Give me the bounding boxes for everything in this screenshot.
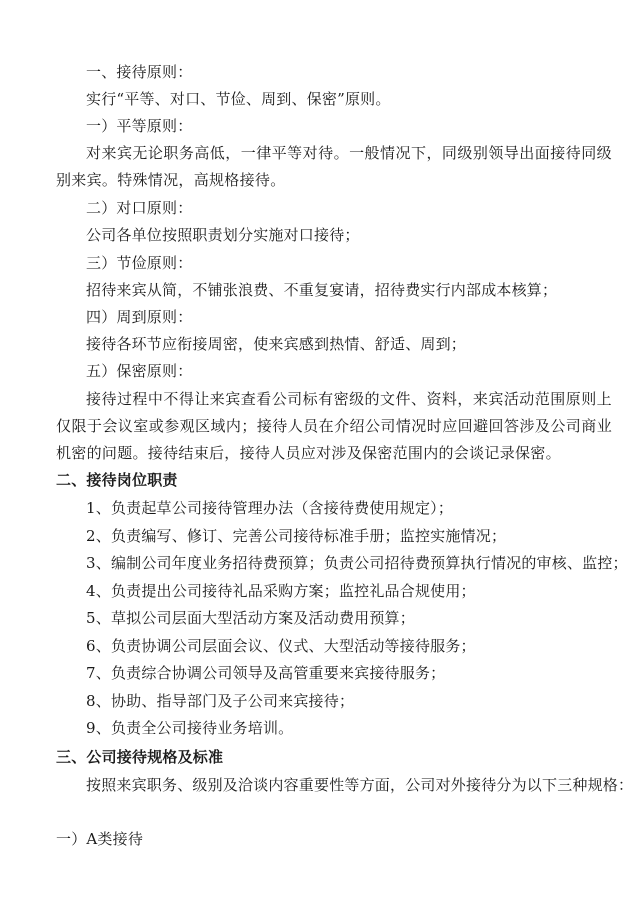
duty-item: 5、草拟公司层面大型活动方案及活动费用预算； [86, 609, 415, 627]
section-3-heading: 三、公司接待规格及标准 [56, 748, 224, 766]
duty-item: 4、负责提出公司接待礼品采购方案；监控礼品合规使用； [86, 582, 476, 600]
duty-item: 3、编制公司年度业务招待费预算；负责公司招待费预算执行情况的审核、监控； [86, 554, 628, 572]
duty-item: 7、负责综合协调公司领导及高管重要来宾接待服务； [86, 664, 446, 682]
principle-2-body: 公司各单位按照职责划分实施对口接待； [86, 226, 360, 244]
duty-item: 2、负责编写、修订、完善公司接待标准手册；监控实施情况； [86, 527, 507, 545]
principle-5-body: 接待过程中不得让来宾查看公司标有密级的文件、资料，来宾活动范围原则上仅限于会议室或参观区域内；接待人员在介绍公司情况时应回避回答涉及公司商业机密的问题。接待结束后，接待人员应对涉及保密范围内的会谈记录保密。 [56, 390, 612, 462]
duty-item: 1、负责起草公司接待管理办法（含接待费使用规定）； [86, 499, 454, 517]
principle-2-title: 二）对口原则： [86, 199, 193, 217]
principle-4-title: 四）周到原则： [86, 308, 193, 326]
duty-item: 8、协助、指导部门及子公司来宾接待； [86, 692, 355, 710]
principle-1-title: 一）平等原则： [86, 117, 193, 135]
principle-3-body: 招待来宾从简，不铺张浪费、不重复宴请，招待费实行内部成本核算； [86, 281, 558, 299]
principle-4-body: 接待各环节应衔接周密，使来宾感到热情、舒适、周到； [86, 335, 467, 353]
principle-3-title: 三）节俭原则： [86, 254, 193, 272]
section-3-intro: 按照来宾职务、级别及洽谈内容重要性等方面，公司对外接待分为以下三种规格： [86, 776, 634, 794]
section-3-sub-1: 一）A类接待 [56, 830, 144, 848]
section-1-intro: 实行“平等、对口、节俭、周到、保密”原则。 [86, 90, 391, 108]
duty-item: 6、负责协调公司层面会议、仪式、大型活动等接待服务； [86, 637, 476, 655]
principle-1-body: 对来宾无论职务高低，一律平等对待。一般情况下，同级别领导出面接待同级别来宾。特殊情况，高规格接待。 [56, 144, 612, 189]
section-1-heading: 一、接待原则： [86, 63, 193, 81]
duty-item: 9、负责全公司接待业务培训。 [86, 719, 294, 737]
principle-5-title: 五）保密原则： [86, 362, 193, 380]
section-2-heading: 二、接待岗位职责 [56, 471, 178, 489]
